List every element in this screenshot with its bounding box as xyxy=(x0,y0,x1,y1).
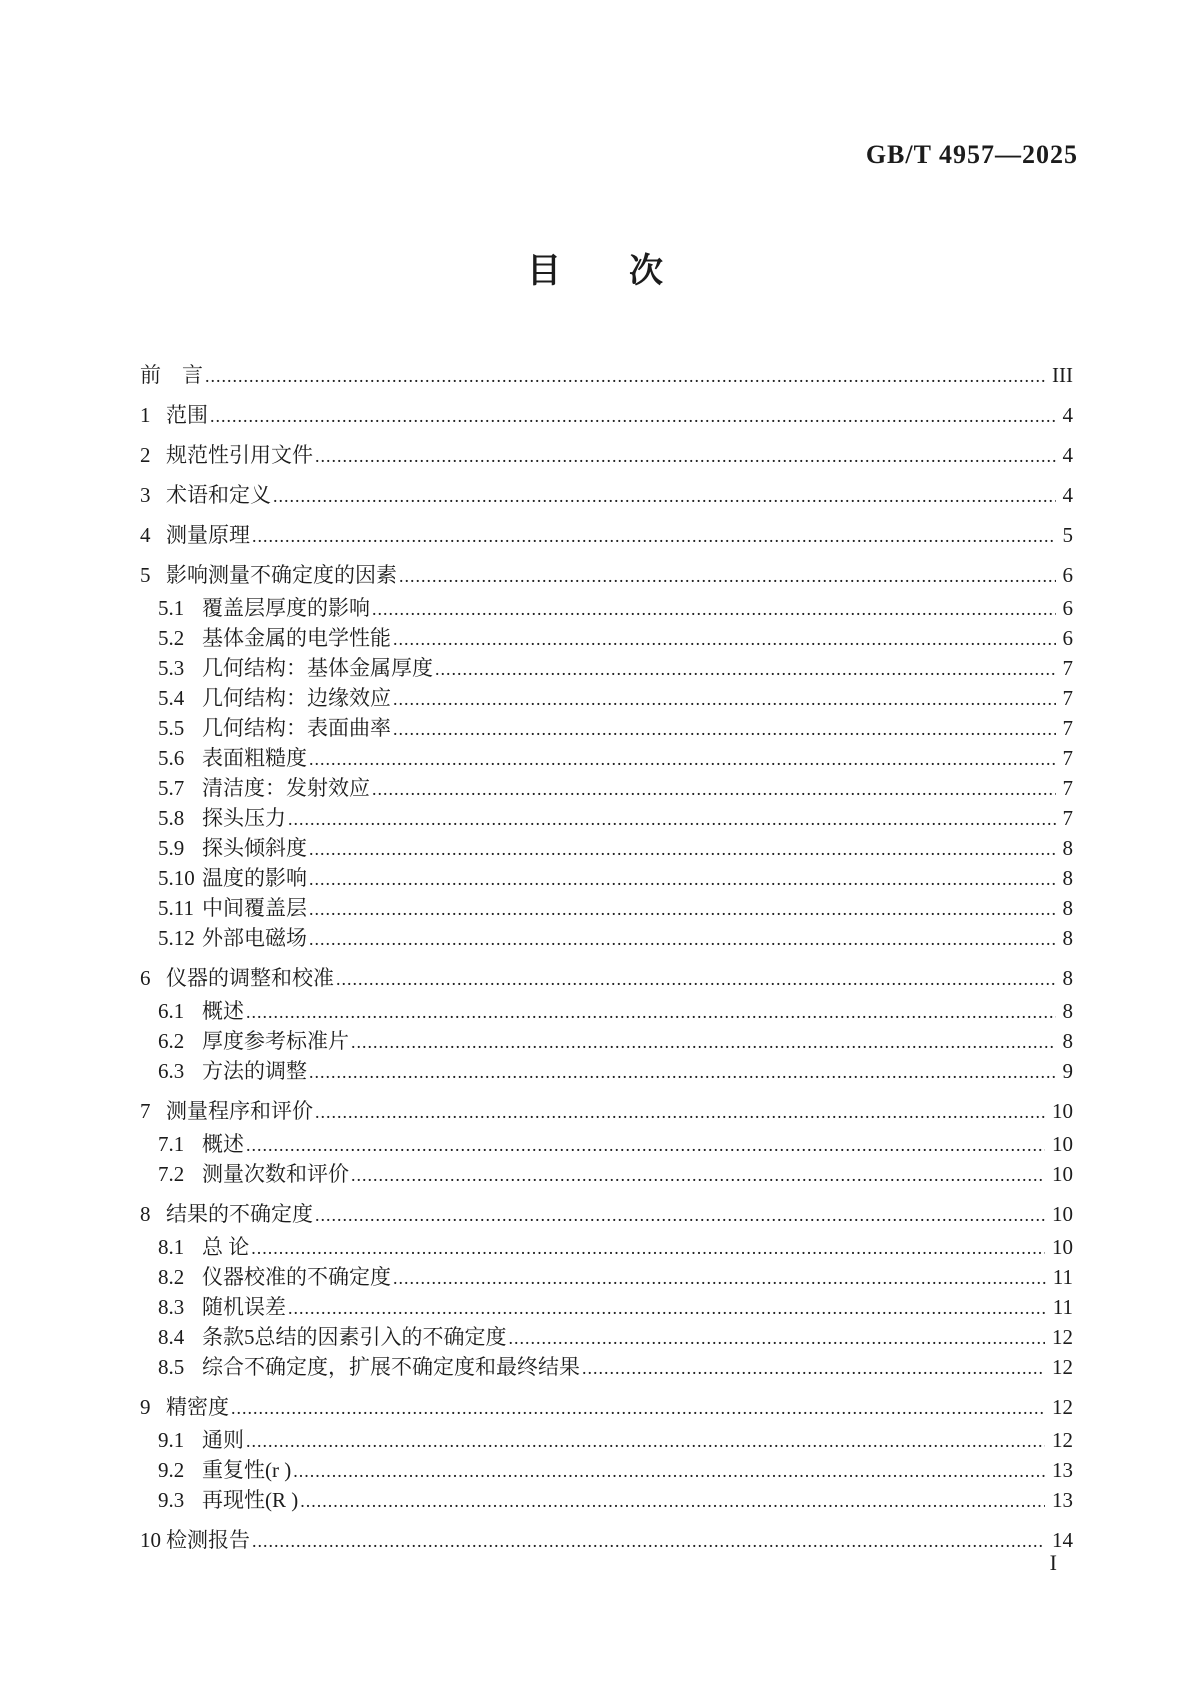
toc-entry-page: 7 xyxy=(1062,686,1073,710)
toc-entry-page: 10 xyxy=(1052,1202,1073,1226)
toc-entry-title: 几何结构：基体金属厚度 xyxy=(202,656,433,680)
toc-entry xyxy=(0,1485,1073,1515)
toc-entry xyxy=(0,360,1073,390)
toc-entry xyxy=(0,1262,1073,1292)
toc-entry xyxy=(0,1525,1073,1555)
dot-leader xyxy=(393,714,1056,744)
toc-entry-page: 12 xyxy=(1052,1395,1073,1419)
dot-leader xyxy=(435,654,1056,684)
toc-entry-title: 几何结构：表面曲率 xyxy=(202,716,391,740)
toc-entry-number: 6.3 xyxy=(158,1059,185,1083)
toc-entry-title: 重复性(r ) xyxy=(202,1458,292,1482)
toc-entry-title: 通则 xyxy=(202,1428,244,1452)
toc-entry-title: 外部电磁场 xyxy=(202,926,307,950)
toc-entry-page: 12 xyxy=(1052,1325,1073,1349)
toc-entry-title: 探头压力 xyxy=(202,806,286,830)
toc-entry-page: 6 xyxy=(1062,563,1073,587)
toc-entry-title: 范围 xyxy=(166,403,208,427)
toc-entry-title: 仪器校准的不确定度 xyxy=(202,1265,391,1289)
toc-entry-title: 随机误差 xyxy=(202,1295,286,1319)
toc-entry-title: 检测报告 xyxy=(166,1528,250,1552)
toc-entry-page: 11 xyxy=(1052,1295,1073,1319)
toc-entry xyxy=(0,1129,1073,1159)
toc-entry-page: 7 xyxy=(1062,806,1073,830)
toc-entry-number: 5.9 xyxy=(158,836,185,860)
toc-entry-title: 中间覆盖层 xyxy=(202,896,307,920)
dot-leader xyxy=(372,594,1056,624)
toc-entry-number: 5.12 xyxy=(158,926,195,950)
toc-entry-number: 9 xyxy=(140,1395,151,1419)
dot-leader xyxy=(336,964,1056,994)
toc-entry-page: 10 xyxy=(1052,1132,1073,1156)
toc-entry-title: 综合不确定度，扩展不确定度和最终结果 xyxy=(202,1355,580,1379)
toc-entry xyxy=(0,480,1073,510)
toc-entry-title: 表面粗糙度 xyxy=(202,746,307,770)
toc-entry xyxy=(0,833,1073,863)
dot-leader xyxy=(315,441,1056,471)
toc-entry xyxy=(0,520,1073,550)
dot-leader xyxy=(351,1027,1056,1057)
dot-leader xyxy=(509,1323,1046,1353)
toc-entry-number: 7 xyxy=(140,1099,151,1123)
toc-entry-title: 术语和定义 xyxy=(166,483,271,507)
dot-leader xyxy=(288,1293,1046,1323)
toc-entry-number: 9.1 xyxy=(158,1428,185,1452)
dot-leader xyxy=(231,1393,1045,1423)
toc-entry xyxy=(0,1096,1073,1126)
toc-entry-page: 13 xyxy=(1052,1488,1073,1512)
page-title: 目 次 xyxy=(527,253,663,290)
toc-entry xyxy=(0,1292,1073,1322)
toc-entry-page: 14 xyxy=(1052,1528,1073,1552)
toc-entry xyxy=(0,1232,1073,1262)
toc-entry-page: 10 xyxy=(1052,1235,1073,1259)
dot-leader xyxy=(309,1057,1056,1087)
toc-entry-page: 8 xyxy=(1062,999,1073,1023)
dot-leader xyxy=(351,1160,1045,1190)
toc-entry-number: 5.4 xyxy=(158,686,185,710)
toc-entry xyxy=(0,683,1073,713)
toc-entry xyxy=(0,863,1073,893)
toc-entry-number: 8.3 xyxy=(158,1295,185,1319)
toc-entry-number: 9.2 xyxy=(158,1458,185,1482)
toc-entry-page: 8 xyxy=(1062,966,1073,990)
dot-leader xyxy=(246,997,1056,1027)
toc-entry-number: 7.1 xyxy=(158,1132,185,1156)
toc-entry-number: 5.8 xyxy=(158,806,185,830)
toc-entry xyxy=(0,743,1073,773)
toc-entry-page: 6 xyxy=(1062,596,1073,620)
toc-entry-title: 温度的影响 xyxy=(202,866,307,890)
dot-leader xyxy=(300,1486,1045,1516)
dot-leader xyxy=(393,624,1056,654)
dot-leader xyxy=(309,744,1056,774)
toc-entry-page: 7 xyxy=(1062,746,1073,770)
toc-entry-page: 12 xyxy=(1052,1428,1073,1452)
toc-entry-title: 结果的不确定度 xyxy=(166,1202,313,1226)
toc-entry-number: 5.10 xyxy=(158,866,195,890)
toc-entry-number: 6.2 xyxy=(158,1029,185,1053)
toc-entry-number: 7.2 xyxy=(158,1162,185,1186)
dot-leader xyxy=(246,1130,1045,1160)
toc-entry xyxy=(0,803,1073,833)
dot-leader xyxy=(309,834,1056,864)
toc-entry xyxy=(0,1159,1073,1189)
toc-entry xyxy=(0,653,1073,683)
toc-entry-number: 5.6 xyxy=(158,746,185,770)
toc-entry-number: 6.1 xyxy=(158,999,185,1023)
toc-entry-page: 7 xyxy=(1062,776,1073,800)
dot-leader xyxy=(393,1263,1046,1293)
toc-entry-number: 2 xyxy=(140,443,151,467)
toc-entry-title: 规范性引用文件 xyxy=(166,443,313,467)
footer-page-number: I xyxy=(1049,1550,1057,1575)
toc-entry xyxy=(0,963,1073,993)
toc-entry xyxy=(0,400,1073,430)
dot-leader xyxy=(315,1097,1045,1127)
toc-entry xyxy=(0,1352,1073,1382)
toc-entry xyxy=(0,1455,1073,1485)
dot-leader xyxy=(246,1426,1045,1456)
toc-entry-title: 精密度 xyxy=(166,1395,229,1419)
toc-entry-title: 影响测量不确定度的因素 xyxy=(166,563,397,587)
dot-leader xyxy=(251,1233,1045,1263)
toc-entry-number: 5 xyxy=(140,563,151,587)
toc-entry xyxy=(0,560,1073,590)
toc-entry-title: 探头倾斜度 xyxy=(202,836,307,860)
toc-entry xyxy=(0,1392,1073,1422)
toc-entry xyxy=(0,893,1073,923)
dot-leader xyxy=(315,1200,1045,1230)
dot-leader xyxy=(252,521,1056,551)
toc-entry-title: 再现性(R ) xyxy=(202,1488,299,1512)
toc-entry-page: 4 xyxy=(1062,443,1073,467)
toc-entry-number: 10 xyxy=(140,1528,161,1552)
toc-entry xyxy=(0,773,1073,803)
dot-leader xyxy=(309,924,1056,954)
toc-entry-title: 测量原理 xyxy=(166,523,250,547)
toc-entry-page: 5 xyxy=(1062,523,1073,547)
document-number: GB/T 4957—2025 xyxy=(865,140,1078,169)
toc-entry-page: 9 xyxy=(1062,1059,1073,1083)
toc-entry xyxy=(0,440,1073,470)
toc-entry-page: 11 xyxy=(1052,1265,1073,1289)
toc-entry-number: 5.11 xyxy=(158,896,194,920)
dot-leader xyxy=(205,361,1045,391)
toc-entry-title: 基体金属的电学性能 xyxy=(202,626,391,650)
dot-leader xyxy=(293,1456,1045,1486)
toc-entry-page: 8 xyxy=(1062,1029,1073,1053)
dot-leader xyxy=(273,481,1056,511)
toc-entry-number: 3 xyxy=(140,483,151,507)
toc-entry-number: 5.3 xyxy=(158,656,185,680)
toc-entry-title: 几何结构：边缘效应 xyxy=(202,686,391,710)
toc-entry xyxy=(0,1026,1073,1056)
dot-leader xyxy=(288,804,1056,834)
toc-entry-page: III xyxy=(1052,363,1073,387)
toc-entry-number: 5.7 xyxy=(158,776,185,800)
toc-entry-title: 仪器的调整和校准 xyxy=(166,966,334,990)
dot-leader xyxy=(210,401,1056,431)
dot-leader xyxy=(309,864,1056,894)
toc-entry xyxy=(0,1322,1073,1352)
toc-entry xyxy=(0,923,1073,953)
toc-entry-title: 概述 xyxy=(202,1132,244,1156)
toc-entry-title: 概述 xyxy=(202,999,244,1023)
toc-entry-page: 6 xyxy=(1062,626,1073,650)
toc-entry-page: 13 xyxy=(1052,1458,1073,1482)
toc-entry-page: 8 xyxy=(1062,836,1073,860)
toc-entry-title: 清洁度：发射效应 xyxy=(202,776,370,800)
toc-entry-page: 8 xyxy=(1062,866,1073,890)
toc-entry-page: 7 xyxy=(1062,716,1073,740)
toc-entry-number: 8 xyxy=(140,1202,151,1226)
toc-entry-title: 测量程序和评价 xyxy=(166,1099,313,1123)
toc-entry-number: 5.1 xyxy=(158,596,185,620)
toc-entry-number: 8.5 xyxy=(158,1355,185,1379)
toc-entry-title: 前 言 xyxy=(140,363,203,387)
toc-entry-title: 条款5总结的因素引入的不确定度 xyxy=(202,1325,507,1349)
toc-entry-number: 1 xyxy=(140,403,151,427)
toc-entry xyxy=(0,996,1073,1026)
dot-leader xyxy=(309,894,1056,924)
toc-entry-page: 7 xyxy=(1062,656,1073,680)
toc-entry-number: 4 xyxy=(140,523,151,547)
toc-entry-title: 总 论 xyxy=(202,1235,250,1259)
toc-entry-page: 8 xyxy=(1062,926,1073,950)
toc-entry-number: 5.5 xyxy=(158,716,185,740)
toc-entry xyxy=(0,1056,1073,1086)
toc-entry xyxy=(0,713,1073,743)
toc-entry xyxy=(0,623,1073,653)
dot-leader xyxy=(582,1353,1045,1383)
dot-leader xyxy=(252,1526,1045,1556)
toc-entry-page: 8 xyxy=(1062,896,1073,920)
toc-list xyxy=(0,350,1190,1558)
toc-entry-page: 10 xyxy=(1052,1099,1073,1123)
toc-entry-page: 4 xyxy=(1062,403,1073,427)
toc-entry-page: 12 xyxy=(1052,1355,1073,1379)
toc-entry-number: 9.3 xyxy=(158,1488,185,1512)
toc-entry-title: 厚度参考标准片 xyxy=(202,1029,349,1053)
toc-entry-number: 8.2 xyxy=(158,1265,185,1289)
toc-entry xyxy=(0,1199,1073,1229)
toc-entry-number: 8.1 xyxy=(158,1235,185,1259)
dot-leader xyxy=(393,684,1056,714)
toc-entry xyxy=(0,593,1073,623)
toc-entry-title: 覆盖层厚度的影响 xyxy=(202,596,370,620)
toc-entry-page: 10 xyxy=(1052,1162,1073,1186)
toc-entry-title: 测量次数和评价 xyxy=(202,1162,349,1186)
toc-entry-number: 6 xyxy=(140,966,151,990)
toc-entry xyxy=(0,1425,1073,1455)
dot-leader xyxy=(399,561,1056,591)
toc-entry-number: 8.4 xyxy=(158,1325,185,1349)
toc-entry-page: 4 xyxy=(1062,483,1073,507)
toc-entry-number: 5.2 xyxy=(158,626,185,650)
dot-leader xyxy=(372,774,1056,804)
toc-entry-title: 方法的调整 xyxy=(202,1059,307,1083)
